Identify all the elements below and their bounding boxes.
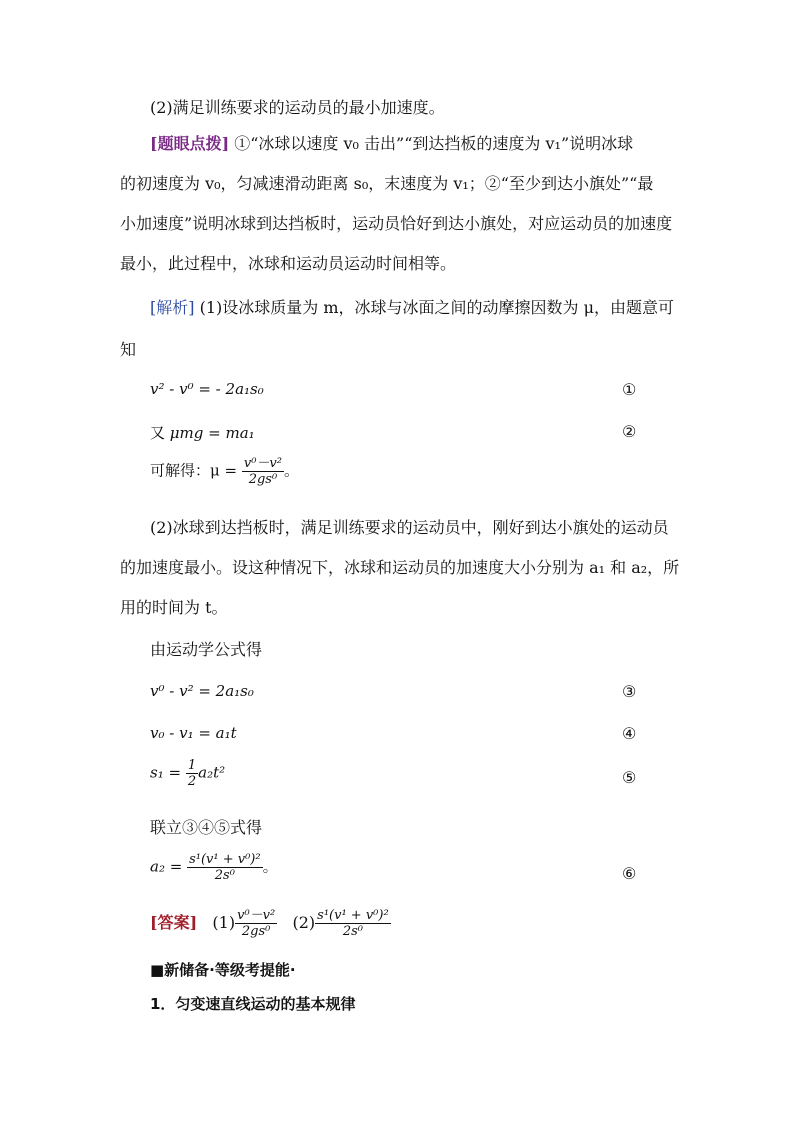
- equation-5-denominator: 2: [187, 774, 197, 789]
- hint-line-3: 小加速度”说明冰球到达挡板时，运动员恰好到达小旗处，对应运动员的加速度: [120, 214, 673, 233]
- part2-line-1: (2)冰球到达挡板时，满足训练要求的运动员中，刚好到达小旗处的运动员: [150, 518, 669, 537]
- equation-6-denominator: 2s⁰: [214, 868, 235, 883]
- equation-5-numerator: 1: [187, 758, 197, 773]
- hint-line-4: 最小，此过程中，冰球和运动员运动时间相等。: [120, 254, 457, 273]
- question-part-2: (2)满足训练要求的运动员的最小加速度。: [150, 98, 445, 117]
- part2-line-2: 的加速度最小。设这种情况下，冰球和运动员的加速度大小分别为 a₁ 和 a₂，所: [120, 558, 680, 577]
- answer-1-denominator: 2gs⁰: [241, 924, 271, 939]
- equation-2-body: μmg = ma₁: [169, 424, 255, 442]
- item-1-heading: 1．匀变速直线运动的基本规律: [150, 995, 356, 1013]
- answer-2-prefix: (2): [292, 913, 316, 932]
- equation-6: [150, 852, 278, 883]
- equation-4: v₀ - v₁ = a₁t: [150, 724, 237, 742]
- equation-3: v⁰ - v² = 2a₁s₀: [150, 682, 254, 700]
- equation-2-prefix: 又: [150, 424, 166, 442]
- solution-tag: [解析]: [150, 298, 195, 317]
- equation-1: v² - v⁰ = - 2a₁s₀: [150, 380, 264, 398]
- hint-tag: [题眼点拨]: [150, 134, 230, 153]
- answer-line: [150, 908, 391, 939]
- answer-1-numerator: v⁰－v²: [237, 908, 276, 923]
- equation-5-fraction: [186, 758, 198, 789]
- equation-6-fraction: [187, 852, 263, 883]
- equation-6-prefix: a₂ =: [150, 857, 183, 876]
- hint-line-2: 的初速度为 v₀，匀减速滑动距离 s₀，末速度为 v₁；②“至少到达小旗处”“最: [120, 174, 654, 193]
- solve-prefix: 可解得：μ =: [150, 461, 238, 480]
- answer-tag: [答案]: [150, 913, 198, 932]
- equation-5-prefix: s₁ =: [150, 763, 182, 782]
- equation-2: [150, 422, 255, 443]
- solve-fraction: [242, 456, 284, 487]
- answer-2-denominator: 2s⁰: [342, 924, 363, 939]
- equation-3-number: ③: [622, 682, 637, 701]
- solution-line-2: 知: [120, 340, 137, 359]
- equation-2-number: ②: [622, 422, 637, 441]
- solve-suffix: 。: [284, 461, 300, 480]
- equation-5-number: ⑤: [622, 768, 637, 787]
- answer-2-fraction: [315, 908, 391, 939]
- section-heading: ■新储备·等级考提能·: [150, 961, 296, 979]
- equation-6-suffix: 。: [262, 857, 278, 876]
- solution-line-1: [150, 298, 674, 318]
- answer-2-numerator: s¹(v¹ + v⁰)²: [317, 908, 389, 923]
- equation-6-number: ⑥: [622, 864, 637, 883]
- combine-text: 联立③④⑤式得: [150, 818, 263, 837]
- answer-1-prefix: (1): [212, 913, 236, 932]
- kinematics-intro: 由运动学公式得: [150, 640, 263, 659]
- hint-text-1: ①“冰球以速度 v₀ 击出”“到达挡板的速度为 v₁”说明冰球: [234, 134, 634, 153]
- equation-5-suffix: a₂t²: [198, 763, 226, 782]
- solve-expression: [150, 456, 299, 487]
- equation-1-number: ①: [622, 380, 637, 399]
- equation-5: [150, 758, 225, 789]
- solve-numerator: v⁰－v²: [243, 456, 282, 471]
- answer-1-fraction: [235, 908, 277, 939]
- equation-4-number: ④: [622, 724, 637, 743]
- solve-denominator: 2gs⁰: [248, 472, 278, 487]
- part2-line-3: 用的时间为 t。: [120, 598, 228, 617]
- hint-line-1: [150, 134, 633, 154]
- solution-text-1: (1)设冰球质量为 m，冰球与冰面之间的动摩擦因数为 μ，由题意可: [199, 298, 675, 317]
- equation-6-numerator: s¹(v¹ + v⁰)²: [189, 852, 261, 867]
